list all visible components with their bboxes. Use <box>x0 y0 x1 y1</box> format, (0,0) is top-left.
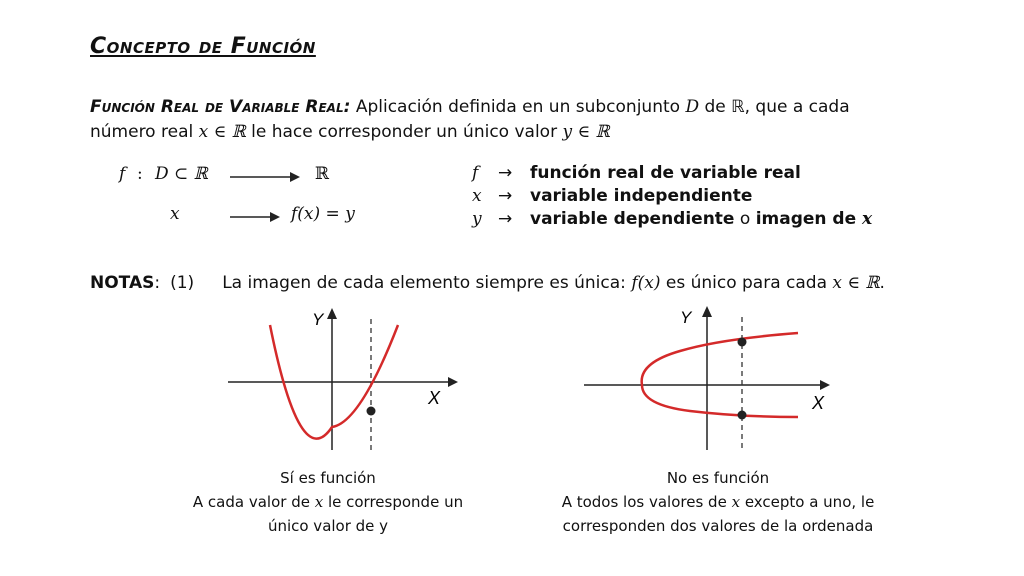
graph2-curve <box>642 333 798 417</box>
graph2-point-upper <box>738 338 747 347</box>
graph2-caption-line3: corresponden dos valores de la ordenada <box>562 517 874 535</box>
notes-period: . <box>879 273 885 293</box>
mapping-x: x <box>170 204 180 224</box>
notes-text-a: La imagen de cada elemento siempre es única: <box>222 273 632 293</box>
graph1-caption-line3: único valor de y <box>267 517 389 535</box>
function-mapping <box>115 162 385 232</box>
legend-text-y-bold2: imagen de <box>755 209 863 229</box>
definition-text-c: le hace corresponder un único valor <box>245 122 563 142</box>
legend-symbol-y: y <box>472 209 482 229</box>
graph-not-function-sideways <box>580 305 840 455</box>
graph1-caption-line1: Sí es función <box>280 469 376 487</box>
definition-x-in-R: x ∈ ℝ <box>198 122 246 142</box>
graph1-point <box>367 407 376 416</box>
mapping-f: f <box>119 164 126 184</box>
graph1-y-axis-arrow <box>327 308 337 319</box>
graph1-y-label: Y <box>312 310 324 329</box>
mapping-codomain: ℝ <box>315 164 330 184</box>
mapping-colon: : <box>137 164 143 184</box>
graph1-caption <box>168 466 488 538</box>
graph1-x-label: X <box>428 388 441 408</box>
legend-row-f <box>472 162 872 185</box>
page-title: Concepto de Función <box>90 34 316 59</box>
legend-text-x: variable independiente <box>530 186 753 206</box>
legend-symbol-f: f <box>472 163 479 183</box>
definition-text-b: de ℝ, que a cada número real <box>90 97 850 142</box>
legend-arrow-x: → <box>498 186 513 206</box>
notes-colon: : <box>154 273 161 293</box>
definition-y-in-R: y ∈ ℝ <box>562 122 610 142</box>
legend-text-f: función real de variable real <box>530 163 801 183</box>
definition-term: Función Real de Variable Real: <box>90 97 351 117</box>
notes-label: NOTAS <box>90 273 155 293</box>
mapping-domain: D ⊂ ℝ <box>155 164 208 184</box>
graph2-y-label: Y <box>680 308 692 327</box>
legend-row-x <box>472 185 872 208</box>
graph2-x-label: X <box>812 393 825 413</box>
graph2-caption-line1: No es función <box>666 469 770 487</box>
mapping-arrow-top <box>230 170 300 184</box>
graph-function-parabola <box>220 305 460 455</box>
graph1-x-axis-arrow <box>448 377 458 387</box>
notes-number: (1) <box>170 273 195 293</box>
definition-paragraph <box>90 95 920 145</box>
notes-x-in-R: x ∈ ℝ <box>832 273 880 293</box>
notes-text-b: es único para cada <box>660 273 833 293</box>
legend-text-y-bold: variable dependiente <box>530 209 735 229</box>
graph2-y-axis-arrow <box>702 306 712 317</box>
legend-text-y-sym: x <box>862 209 873 229</box>
legend-arrow-y: → <box>498 209 513 229</box>
definition-D: D <box>685 97 700 117</box>
definition-text-a: Aplicación definida en un subconjunto <box>350 97 686 117</box>
graph1-caption-line2: A cada valor de x le corresponde un <box>192 493 464 511</box>
legend-row-y <box>472 208 872 231</box>
legend-text-y-mid: o <box>734 209 756 229</box>
graph2-x-axis-arrow <box>820 380 830 390</box>
graph2-caption <box>558 466 878 538</box>
legend-symbol-x: x <box>472 186 482 206</box>
notes-line <box>90 273 885 293</box>
symbol-legend <box>472 162 872 231</box>
graph2-caption-line2: A todos los valores de x excepto a uno, le <box>561 493 875 511</box>
mapping-fx: f(x) = y <box>291 204 355 224</box>
notes-fx: f(x) <box>631 273 661 293</box>
mapping-arrow-bottom <box>230 210 280 224</box>
legend-arrow-f: → <box>498 163 513 183</box>
graph2-point-lower <box>738 411 747 420</box>
